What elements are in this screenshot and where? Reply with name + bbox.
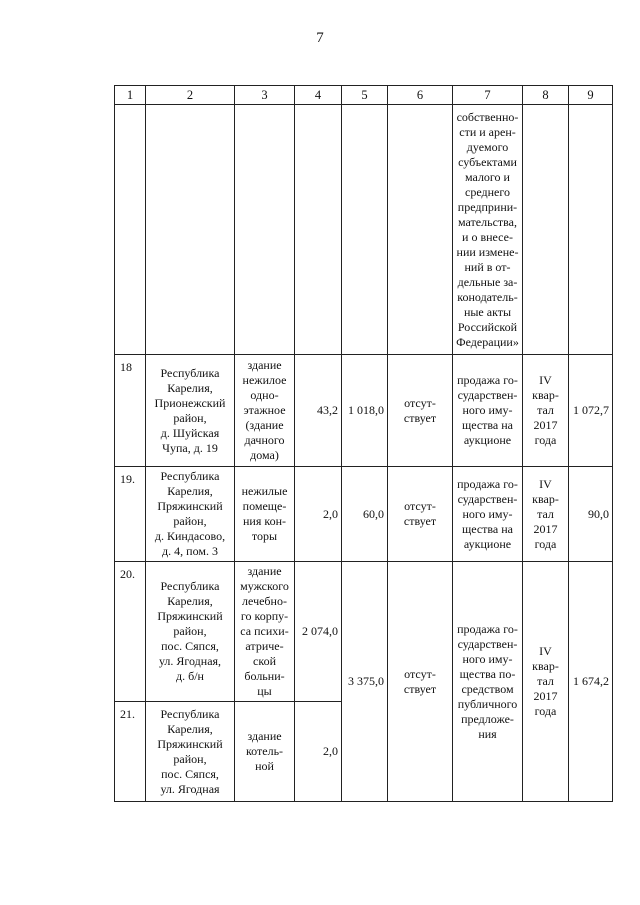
empty-cell <box>523 105 569 355</box>
row-number: 19. <box>115 467 146 562</box>
value-cell: 60,0 <box>342 467 388 562</box>
continuation-row <box>115 105 613 355</box>
method-cell: продажа го- сударствен- ного иму- щества по- средством публичного предложе- ния <box>453 562 523 802</box>
method-cell: продажа го- сударствен- ного иму- щества на аукционе <box>453 355 523 467</box>
row-number: 21. <box>115 702 146 802</box>
method-cell: продажа го- сударствен- ного иму- щества на аукционе <box>453 467 523 562</box>
header-row <box>115 86 613 105</box>
price-cell: 90,0 <box>569 467 613 562</box>
header-cell: 7 <box>453 86 523 105</box>
area-cell: 2 074,0 <box>295 562 342 702</box>
address-cell: Республика Карелия, Пряжинский район, пос. Сяпся, ул. Ягодная, д. б/н <box>146 562 235 702</box>
header-cell: 1 <box>115 86 146 105</box>
address-cell: Республика Карелия, Прионежский район, д. Шуйская Чупа, д. 19 <box>146 355 235 467</box>
header-cell: 5 <box>342 86 388 105</box>
empty-cell <box>235 105 295 355</box>
encumbrance-cell: отсут- ствует <box>388 355 453 467</box>
header-cell: 6 <box>388 86 453 105</box>
period-cell: IV квар- тал 2017 года <box>523 355 569 467</box>
price-cell: 1 674,2 <box>569 562 613 802</box>
empty-cell <box>295 105 342 355</box>
value-cell: 3 375,0 <box>342 562 388 802</box>
method-continuation: собственно- сти и арен- дуемого субъектами малого и среднего предприни- мательства, и о внесе- нии измене- ний в от- дельные за- конодатель- ные акты Российской Федерации» <box>453 105 523 355</box>
object-cell: здание котель- ной <box>235 702 295 802</box>
period-cell: IV квар- тал 2017 года <box>523 562 569 802</box>
header-cell: 4 <box>295 86 342 105</box>
value-cell: 1 018,0 <box>342 355 388 467</box>
area-cell: 2,0 <box>295 702 342 802</box>
row-number: 18 <box>115 355 146 467</box>
encumbrance-cell: отсут- ствует <box>388 562 453 802</box>
empty-cell <box>115 105 146 355</box>
header-cell: 3 <box>235 86 295 105</box>
property-table <box>114 85 613 802</box>
address-cell: Республика Карелия, Пряжинский район, д. Киндасово, д. 4, пом. 3 <box>146 467 235 562</box>
empty-cell <box>342 105 388 355</box>
object-cell: здание мужского лечебно- го корпу- са психи- атриче- ской больни- цы <box>235 562 295 702</box>
period-cell: IV квар- тал 2017 года <box>523 467 569 562</box>
empty-cell <box>569 105 613 355</box>
header-cell: 2 <box>146 86 235 105</box>
header-cell: 9 <box>569 86 613 105</box>
area-cell: 43,2 <box>295 355 342 467</box>
object-cell: нежилые помеще- ния кон- торы <box>235 467 295 562</box>
table-row <box>115 467 613 562</box>
area-cell: 2,0 <box>295 467 342 562</box>
empty-cell <box>388 105 453 355</box>
encumbrance-cell: отсут- ствует <box>388 467 453 562</box>
table-row <box>115 562 613 702</box>
price-cell: 1 072,7 <box>569 355 613 467</box>
address-cell: Республика Карелия, Пряжинский район, пос. Сяпся, ул. Ягодная <box>146 702 235 802</box>
page-number: 7 <box>316 30 324 46</box>
header-cell: 8 <box>523 86 569 105</box>
table-row <box>115 355 613 467</box>
empty-cell <box>146 105 235 355</box>
row-number: 20. <box>115 562 146 702</box>
object-cell: здание нежилое одно- этажное (здание дачного дома) <box>235 355 295 467</box>
